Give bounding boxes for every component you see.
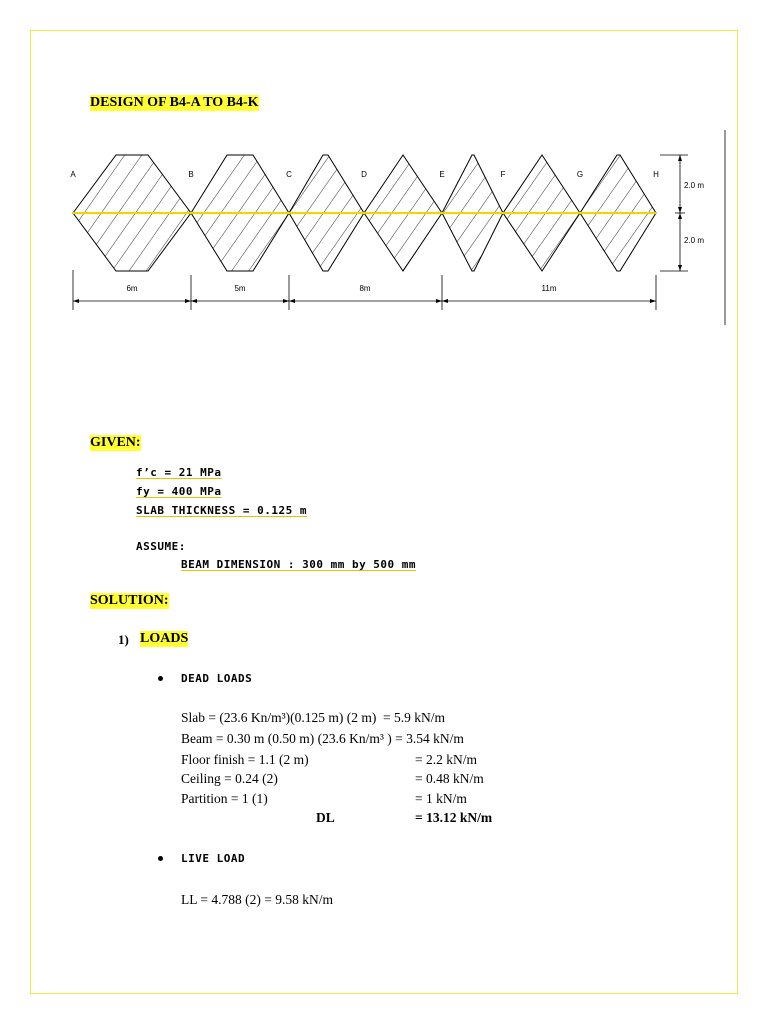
tributary-area-diagram <box>60 125 740 330</box>
page-title: DESIGN OF B4-A TO B4-K <box>90 95 259 110</box>
dead-load-partition-value: = 1 kN/m <box>415 791 467 806</box>
grid-label-a: A <box>70 170 76 179</box>
live-load-label: LIVE LOAD <box>181 852 246 865</box>
live-load-equation: LL = 4.788 (2) = 9.58 kN/m <box>181 892 333 907</box>
dl-label: DL <box>316 810 335 825</box>
given-fy: fy = 400 MPa <box>136 485 222 498</box>
dead-load-ceiling-value: = 0.48 kN/m <box>415 771 484 786</box>
dl-total-value: = 13.12 kN/m <box>415 810 493 825</box>
dead-load-floor-label: Floor finish = 1.1 (2 m) <box>181 752 309 767</box>
span-label-ce: 8m <box>359 284 371 293</box>
dead-loads-label: DEAD LOADS <box>181 672 253 685</box>
span-label-ab: 6m <box>126 284 138 293</box>
span-label-bc: 5m <box>234 284 246 293</box>
given-fc: f’c = 21 MPa <box>136 466 222 479</box>
dead-load-beam-label: Beam = 0.30 m (0.50 m) (23.6 Kn/m³ ) = 3.54 kN/m <box>181 731 464 746</box>
grid-label-f: F <box>500 170 506 179</box>
dead-load-ceiling-label: Ceiling = 0.24 (2) <box>181 771 278 786</box>
grid-label-h: H <box>653 170 659 179</box>
dead-load-slab-value: = 5.9 kN/m <box>383 710 445 725</box>
dead-load-floor-value: = 2.2 kN/m <box>415 752 477 767</box>
solution-heading: SOLUTION: <box>90 593 169 608</box>
step-label-loads: LOADS <box>140 631 189 646</box>
bullet-dead-loads <box>158 676 163 681</box>
assume-beam-dimension: BEAM DIMENSION : 300 mm by 500 mm <box>181 558 417 571</box>
step-number: 1) <box>118 632 129 647</box>
grid-label-b: B <box>188 170 194 179</box>
grid-label-d: D <box>361 170 367 179</box>
given-heading: GIVEN: <box>90 435 141 450</box>
height-label-bottom: 2.0 m <box>684 236 705 245</box>
given-slab-thickness: SLAB THICKNESS = 0.125 m <box>136 504 307 517</box>
height-label-top: 2.0 m <box>684 181 705 190</box>
bullet-live-load <box>158 856 163 861</box>
grid-label-g: G <box>576 170 584 179</box>
dead-load-slab-label: Slab = (23.6 Kn/m³)(0.125 m) (2 m) <box>181 710 377 725</box>
grid-label-c: C <box>286 170 292 179</box>
grid-label-e: E <box>439 170 445 179</box>
span-label-eh: 11m <box>541 284 557 293</box>
assume-label: ASSUME: <box>136 540 186 553</box>
dead-load-partition-label: Partition = 1 (1) <box>181 791 268 806</box>
